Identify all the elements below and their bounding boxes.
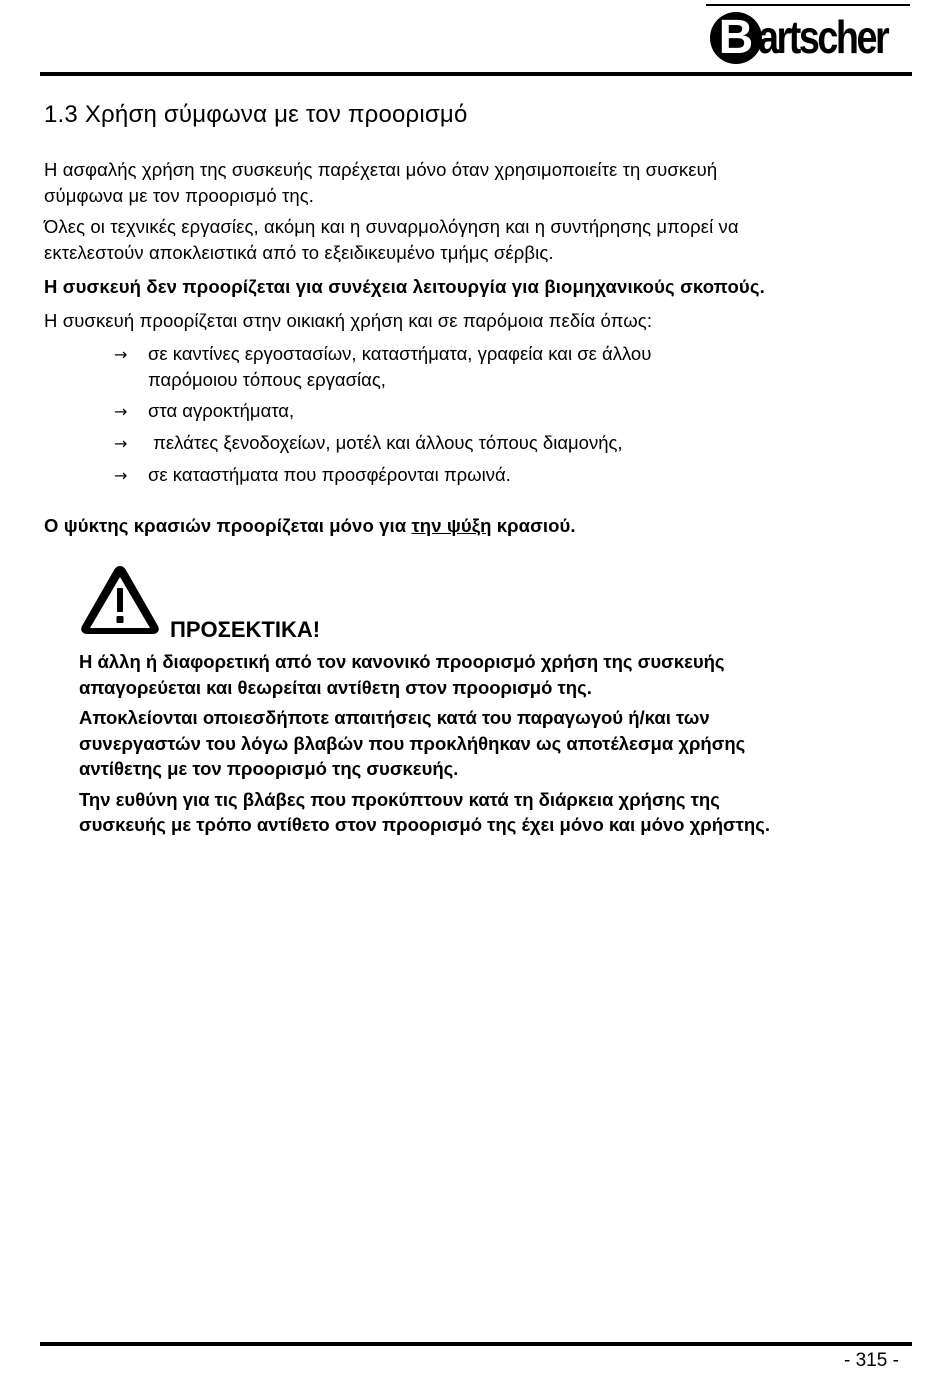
para1-line2: σύμφωνα με τον προορισμό της. (44, 185, 315, 206)
purpose-statement (44, 513, 576, 539)
warning-p2-line1: Αποκλείονται οποιεσδήποτε απαιτήσεις κατά του παραγωγού ή/και των (79, 707, 710, 728)
logo-wordmark: artscher (758, 11, 888, 63)
logo-top-line (706, 4, 910, 6)
brand-logo (706, 4, 910, 66)
warning-p3-line2: συσκευής με τρόπο αντίθετο στον προορισμό της έχει μόνο και μόνο χρήστης. (79, 814, 770, 835)
para2-line1: Όλες οι τεχνικές εργασίες, ακόμη και η συναρμολόγηση και η συντήρησης μπορεί να (44, 216, 739, 237)
logo-letter-badge: B (710, 12, 762, 64)
section-title: 1.3 Χρήση σύμφωνα με τον προορισμό (44, 101, 468, 128)
para2-line2: εκτελεστούν αποκλειστικά από το εξειδικευμένο τμήμς σέρβις. (44, 242, 554, 263)
list-item (114, 462, 511, 488)
arrow-right-icon: → (114, 434, 128, 453)
list-item (114, 341, 651, 393)
list-item-line1: σε καντίνες εργοστασίων, καταστήματα, γραφεία και σε άλλου (148, 343, 652, 364)
intended-use-intro: Η συσκευή προορίζεται στην οικιακή χρήση και σε παρόμοια πεδία όπως: (44, 310, 653, 331)
list-item (114, 430, 623, 456)
list-item-line1: στα αγροκτήματα, (148, 400, 295, 421)
page-number: - 315 - (844, 1350, 899, 1371)
arrow-right-icon: → (114, 402, 128, 421)
purpose-text-after: κρασιού. (491, 515, 576, 536)
header-rule (40, 72, 912, 76)
list-item-line2: παρόμοιου τόπους εργασίας, (148, 369, 386, 390)
footer-rule (40, 1342, 912, 1346)
arrow-right-icon: → (114, 345, 128, 364)
warning-title: ΠΡΟΣΕΚΤΙΚΑ! (170, 617, 321, 642)
purpose-text-underlined: την ψύξη (411, 515, 492, 536)
warning-p3-line1: Την ευθύνη για τις βλάβες που προκύπτουν κατά τη διάρκεια χρήσης της (79, 789, 720, 810)
arrow-right-icon: → (114, 466, 128, 485)
warning-p2-line2: συνεργαστών του λόγω βλαβών που προκλήθηκαν ως αποτέλεσμα χρήσης (79, 733, 746, 754)
list-item (114, 398, 294, 424)
industrial-use-notice: Η συσκευή δεν προορίζεται για συνέχεια λειτουργία για βιομηχανικούς σκοπούς. (44, 276, 765, 297)
warning-triangle-icon (78, 562, 162, 638)
list-item-line1: πελάτες ξενοδοχείων, μοτέλ και άλλους τόπους διαμονής, (148, 432, 623, 453)
warning-p1-line1: Η άλλη ή διαφορετική από τον κανονικό προορισμό χρήση της συσκευής (79, 651, 725, 672)
warning-p2-line3: αντίθετης με τον προορισμό της συσκευής. (79, 758, 459, 779)
warning-p1-line2: απαγορεύεται και θεωρείται αντίθετη στον προορισμό της. (79, 677, 592, 698)
para1-line1: Η ασφαλής χρήση της συσκευής παρέχεται μόνο όταν χρησιμοποιείτε τη συσκευή (44, 159, 718, 180)
list-item-line1: σε καταστήματα που προσφέρονται πρωινά. (148, 464, 511, 485)
purpose-text-before: Ο ψύκτης κρασιών προορίζεται μόνο για (44, 515, 412, 536)
